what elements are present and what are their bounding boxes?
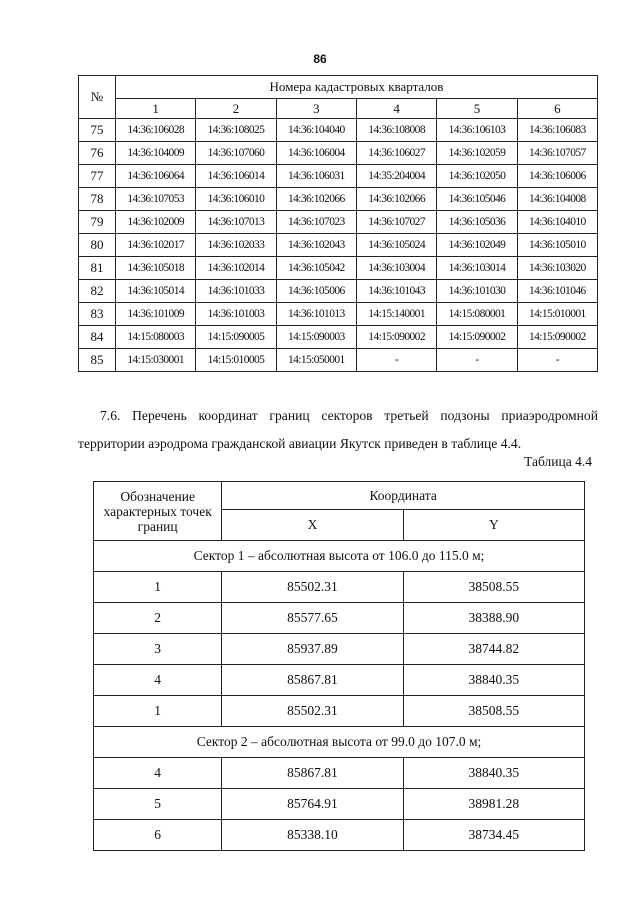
- cadastral-number-cell: 14:36:105014: [116, 280, 196, 303]
- cadastral-number-cell: 14:36:105010: [517, 234, 597, 257]
- table-row: [94, 820, 585, 851]
- cadastral-number-cell: 14:36:105036: [437, 211, 517, 234]
- x-coordinate-cell: 85937.89: [222, 634, 403, 665]
- table-row: [79, 211, 598, 234]
- row-number: 77: [79, 165, 116, 188]
- cadastral-number-cell: 14:36:106083: [517, 119, 597, 142]
- paragraph-line-2: территории аэродрома гражданской авиации Якутск приведен в таблице 4.4.: [78, 436, 522, 451]
- cadastral-number-cell: 14:36:106006: [517, 165, 597, 188]
- y-coordinate-cell: 38508.55: [403, 696, 584, 727]
- table-row: [79, 188, 598, 211]
- cadastral-number-cell: 14:36:106004: [276, 142, 356, 165]
- cadastral-number-cell: 14:36:102009: [116, 211, 196, 234]
- table-row: [79, 119, 598, 142]
- cadastral-number-cell: 14:36:107013: [196, 211, 276, 234]
- table-row: [79, 142, 598, 165]
- y-coordinate-cell: 38840.35: [403, 758, 584, 789]
- cadastral-number-cell: 14:36:105006: [276, 280, 356, 303]
- cadastral-number-cell: 14:36:104009: [116, 142, 196, 165]
- section-paragraph: [78, 402, 598, 458]
- cadastral-number-cell: 14:36:105046: [437, 188, 517, 211]
- cadastral-number-cell: 14:15:050001: [276, 349, 356, 372]
- cadastral-number-cell: 14:36:105018: [116, 257, 196, 280]
- cadastral-number-cell: 14:15:010001: [517, 303, 597, 326]
- table-row: [79, 257, 598, 280]
- x-coordinate-cell: 85764.91: [222, 789, 403, 820]
- cadastral-number-cell: 14:36:101030: [437, 280, 517, 303]
- table-row: [79, 165, 598, 188]
- cadastral-number-cell: 14:36:106014: [196, 165, 276, 188]
- point-cell: 4: [94, 758, 222, 789]
- row-number: 82: [79, 280, 116, 303]
- point-cell: 1: [94, 696, 222, 727]
- y-coordinate-cell: 38840.35: [403, 665, 584, 696]
- x-header: X: [222, 510, 403, 541]
- number-column-header: №: [79, 76, 116, 119]
- cadastral-number-cell: 14:36:102033: [196, 234, 276, 257]
- point-cell: 3: [94, 634, 222, 665]
- cadastral-number-cell: -: [437, 349, 517, 372]
- y-coordinate-cell: 38508.55: [403, 572, 584, 603]
- table-row: [94, 572, 585, 603]
- cadastral-number-cell: 14:15:090005: [196, 326, 276, 349]
- cadastral-number-cell: 14:36:102017: [116, 234, 196, 257]
- cadastral-number-cell: 14:36:107060: [196, 142, 276, 165]
- cadastral-number-cell: 14:36:108008: [356, 119, 436, 142]
- point-cell: 4: [94, 665, 222, 696]
- row-number: 83: [79, 303, 116, 326]
- cadastral-quarters-header: Номера кадастровых кварталов: [116, 76, 598, 99]
- point-cell: 5: [94, 789, 222, 820]
- table-caption: Таблица 4.4: [524, 454, 592, 469]
- cadastral-number-cell: 14:15:080003: [116, 326, 196, 349]
- x-coordinate-cell: 85502.31: [222, 572, 403, 603]
- row-number: 85: [79, 349, 116, 372]
- cadastral-number-cell: 14:15:080001: [437, 303, 517, 326]
- x-coordinate-cell: 85502.31: [222, 696, 403, 727]
- table-row: [79, 280, 598, 303]
- cadastral-number-cell: 14:36:101013: [276, 303, 356, 326]
- cadastral-number-cell: 14:36:103020: [517, 257, 597, 280]
- y-coordinate-cell: 38744.82: [403, 634, 584, 665]
- cadastral-number-cell: 14:36:101046: [517, 280, 597, 303]
- cadastral-number-cell: 14:36:102059: [437, 142, 517, 165]
- row-number: 81: [79, 257, 116, 280]
- cadastral-number-cell: 14:36:107023: [276, 211, 356, 234]
- column-number-header: 2: [196, 99, 276, 119]
- column-number-row: [79, 99, 598, 119]
- designation-header: Обозначение характерных точек границ: [94, 482, 222, 541]
- cadastral-number-cell: 14:36:101009: [116, 303, 196, 326]
- y-coordinate-cell: 38388.90: [403, 603, 584, 634]
- point-cell: 1: [94, 572, 222, 603]
- cadastral-number-cell: 14:36:106064: [116, 165, 196, 188]
- cadastral-number-cell: 14:36:102050: [437, 165, 517, 188]
- x-coordinate-cell: 85577.65: [222, 603, 403, 634]
- cadastral-number-cell: 14:36:107053: [116, 188, 196, 211]
- cadastral-number-cell: 14:36:102014: [196, 257, 276, 280]
- cadastral-number-cell: 14:36:106028: [116, 119, 196, 142]
- paragraph-line-1: 7.6. Перечень координат границ секторов третьей подзоны приаэродромной: [100, 408, 598, 423]
- cadastral-number-cell: 14:36:102066: [276, 188, 356, 211]
- cadastral-number-cell: 14:36:106103: [437, 119, 517, 142]
- cadastral-number-cell: 14:36:103014: [437, 257, 517, 280]
- cadastral-number-cell: -: [517, 349, 597, 372]
- table-row: [79, 326, 598, 349]
- cadastral-number-cell: 14:36:101033: [196, 280, 276, 303]
- table-row: [79, 349, 598, 372]
- page-number: 86: [313, 52, 327, 66]
- cadastral-number-cell: 14:36:106031: [276, 165, 356, 188]
- column-number-header: 5: [437, 99, 517, 119]
- sector-coordinates-table: [93, 481, 585, 851]
- cadastral-number-cell: 14:15:140001: [356, 303, 436, 326]
- cadastral-number-cell: 14:36:104010: [517, 211, 597, 234]
- cadastral-number-cell: 14:36:107027: [356, 211, 436, 234]
- column-number-header: 3: [276, 99, 356, 119]
- x-coordinate-cell: 85867.81: [222, 758, 403, 789]
- cadastral-number-cell: 14:36:105024: [356, 234, 436, 257]
- cadastral-number-cell: 14:36:101003: [196, 303, 276, 326]
- cadastral-number-cell: 14:36:103004: [356, 257, 436, 280]
- cadastral-number-cell: 14:15:010005: [196, 349, 276, 372]
- row-number: 84: [79, 326, 116, 349]
- table-row: [94, 789, 585, 820]
- point-cell: 6: [94, 820, 222, 851]
- cadastral-number-cell: 14:35:204004: [356, 165, 436, 188]
- table-row: [79, 234, 598, 257]
- table-row: [79, 303, 598, 326]
- row-number: 76: [79, 142, 116, 165]
- table-row: [94, 634, 585, 665]
- table-row: [94, 758, 585, 789]
- column-number-header: 6: [517, 99, 597, 119]
- cadastral-number-cell: 14:15:030001: [116, 349, 196, 372]
- x-coordinate-cell: 85867.81: [222, 665, 403, 696]
- cadastral-number-cell: 14:36:105042: [276, 257, 356, 280]
- row-number: 79: [79, 211, 116, 234]
- y-coordinate-cell: 38981.28: [403, 789, 584, 820]
- cadastral-number-cell: 14:36:102066: [356, 188, 436, 211]
- cadastral-number-cell: 14:36:106027: [356, 142, 436, 165]
- cadastral-number-cell: 14:36:101043: [356, 280, 436, 303]
- cadastral-number-cell: 14:36:106010: [196, 188, 276, 211]
- cadastral-number-cell: -: [356, 349, 436, 372]
- table-row: [94, 696, 585, 727]
- y-header: Y: [403, 510, 584, 541]
- cadastral-number-cell: 14:15:090002: [517, 326, 597, 349]
- sector-title: Сектор 2 – абсолютная высота от 99.0 до 107.0 м;: [94, 727, 585, 758]
- column-number-header: 1: [116, 99, 196, 119]
- row-number: 75: [79, 119, 116, 142]
- x-coordinate-cell: 85338.10: [222, 820, 403, 851]
- table-row: [94, 603, 585, 634]
- cadastral-number-cell: 14:15:090002: [437, 326, 517, 349]
- y-coordinate-cell: 38734.45: [403, 820, 584, 851]
- cadastral-number-cell: 14:15:090002: [356, 326, 436, 349]
- cadastral-number-cell: 14:36:102049: [437, 234, 517, 257]
- cadastral-number-cell: 14:36:104008: [517, 188, 597, 211]
- cadastral-number-cell: 14:36:108025: [196, 119, 276, 142]
- point-cell: 2: [94, 603, 222, 634]
- cadastral-number-cell: 14:15:090003: [276, 326, 356, 349]
- row-number: 78: [79, 188, 116, 211]
- column-number-header: 4: [356, 99, 436, 119]
- row-number: 80: [79, 234, 116, 257]
- sector-title: Сектор 1 – абсолютная высота от 106.0 до 115.0 м;: [94, 541, 585, 572]
- sector-row: [94, 541, 585, 572]
- cadastral-number-cell: 14:36:104040: [276, 119, 356, 142]
- table-row: [94, 665, 585, 696]
- cadastral-number-cell: 14:36:102043: [276, 234, 356, 257]
- cadastral-number-cell: 14:36:107057: [517, 142, 597, 165]
- sector-row: [94, 727, 585, 758]
- cadastral-quarters-table: [78, 75, 598, 372]
- coordinate-header: Координата: [222, 482, 585, 510]
